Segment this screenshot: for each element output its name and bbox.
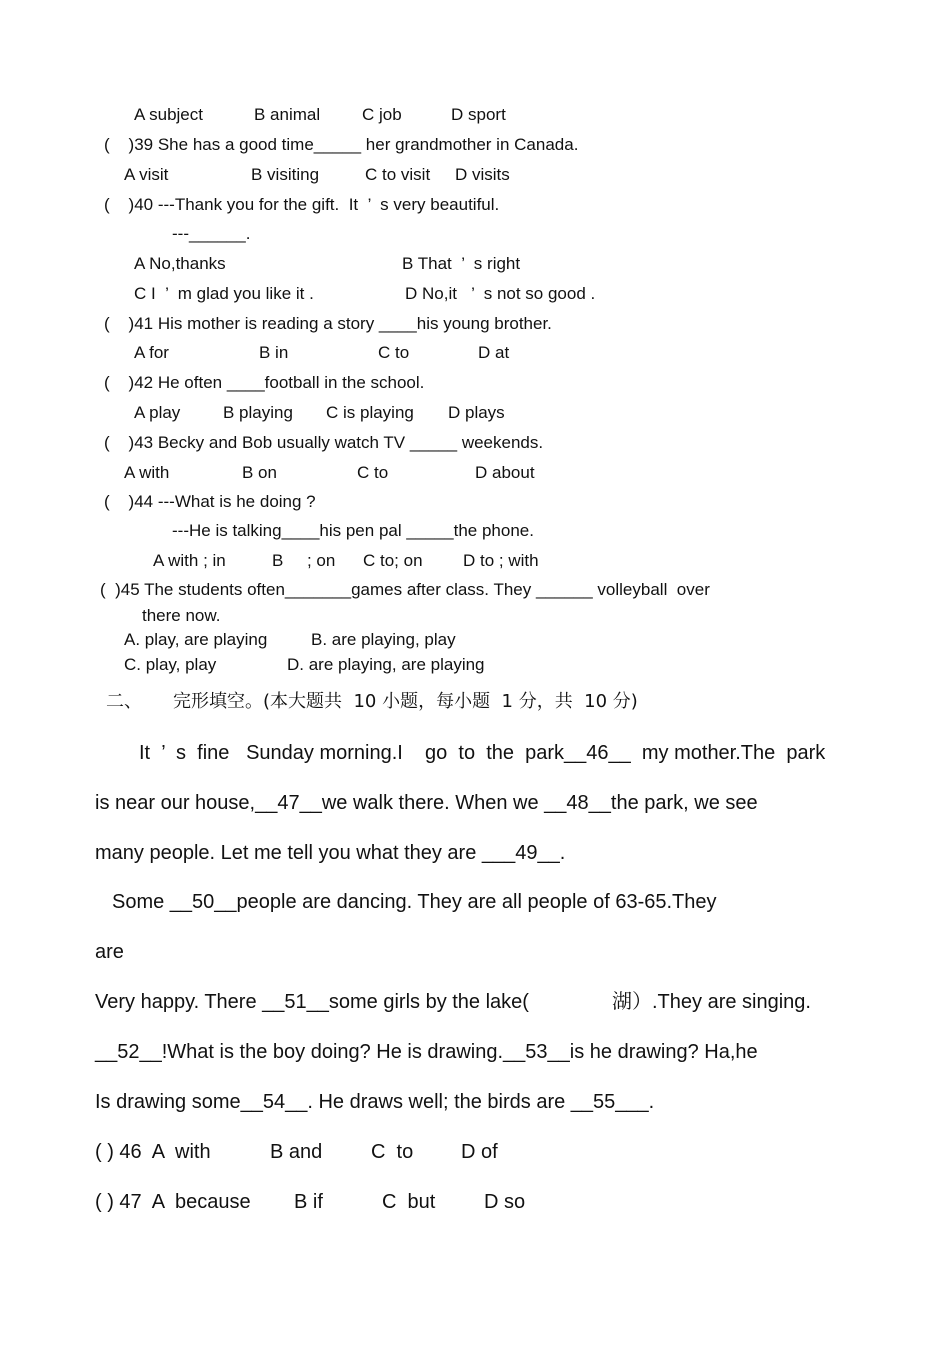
- q42-option-d: D plays: [448, 403, 505, 422]
- q46-option-a: ( ) 46 A with: [95, 1141, 211, 1163]
- q42-stem: ( )42 He often ____football in the school.: [104, 373, 425, 392]
- q46-option-b: B and: [270, 1141, 323, 1163]
- q38-option-c: C job: [362, 105, 402, 124]
- q45-option-a: A. play, are playing: [124, 630, 268, 649]
- section2-number: 二、: [106, 691, 142, 712]
- q45-stem-continued: there now.: [142, 606, 221, 625]
- q44-reply: ---He is talking____his pen pal _____the phone.: [172, 521, 534, 540]
- q45-option-b: B. are playing, play: [311, 630, 456, 649]
- q39-option-a: A visit: [124, 165, 169, 184]
- q45-option-c: C. play, play: [124, 655, 217, 674]
- q44-option-d: D to ; with: [463, 551, 539, 570]
- q40-option-c: C I ’ m glad you like it .: [134, 284, 314, 303]
- q43-option-a: A with: [124, 463, 170, 482]
- q47-option-c: C but: [382, 1191, 436, 1213]
- q41-option-d: D at: [478, 343, 510, 362]
- q45-stem: ( )45 The students often_______games after class. They ______ volleyball over: [100, 580, 710, 599]
- q42-option-a: A play: [134, 403, 181, 422]
- q46-option-c: C to: [371, 1141, 414, 1163]
- q39-option-c: C to visit: [365, 165, 431, 184]
- q38-option-b: B animal: [254, 105, 321, 124]
- passage-line-2: is near our house,__47__we walk there. When we __48__the park, we see: [95, 792, 758, 814]
- q47-option-b: B if: [294, 1191, 323, 1213]
- q40-option-b: B That ’ s right: [402, 254, 521, 273]
- q40-option-a: A No,thanks: [134, 254, 226, 273]
- q44-stem: ( )44 ---What is he doing ?: [104, 492, 316, 511]
- q44-option-a: A with ; in: [153, 551, 226, 570]
- q40-reply: ---______.: [172, 224, 251, 243]
- passage-line-5: are: [95, 941, 124, 963]
- section2-title: 完形填空。(本大题共 10 小题，每小题 1 分，共 10 分): [173, 691, 638, 712]
- q38-option-d: D sport: [451, 105, 506, 124]
- q43-option-c: C to: [357, 463, 389, 482]
- q39-option-b: B visiting: [251, 165, 320, 184]
- q39-stem: ( )39 She has a good time_____ her grandmother in Canada.: [104, 135, 579, 154]
- passage-line-4: Some __50__people are dancing. They are all people of 63-65.They: [112, 891, 717, 913]
- q46-option-d: D of: [461, 1141, 498, 1163]
- q39-option-d: D visits: [455, 165, 510, 184]
- q41-stem: ( )41 His mother is reading a story ____his young brother.: [104, 314, 552, 333]
- q47-option-d: D so: [484, 1191, 526, 1213]
- passage-line-1: It ’ s fine Sunday morning.I go to the park__46__ my mother.The park: [139, 742, 826, 764]
- q44-option-b: B ; on: [272, 551, 336, 570]
- passage-line-8: Is drawing some__54__. He draws well; the birds are __55___.: [95, 1091, 655, 1113]
- q43-option-b: B on: [242, 463, 277, 482]
- q42-option-b: B playing: [223, 403, 293, 422]
- q38-option-a: A subject: [134, 105, 203, 124]
- q40-stem: ( )40 ---Thank you for the gift. It ’ s very beautiful.: [104, 195, 500, 214]
- q41-option-b: B in: [259, 343, 289, 362]
- q43-option-d: D about: [475, 463, 535, 482]
- passage-line-6: Very happy. There __51__some girls by the lake(: [95, 991, 529, 1013]
- q47-option-a: ( ) 47 A because: [95, 1191, 251, 1213]
- q44-option-c: C to; on: [363, 551, 423, 570]
- q45-option-d: D. are playing, are playing: [287, 655, 485, 674]
- passage-line-3: many people. Let me tell you what they are ___49__.: [95, 842, 566, 864]
- q42-option-c: C is playing: [326, 403, 414, 422]
- q41-option-a: A for: [134, 343, 169, 362]
- q43-stem: ( )43 Becky and Bob usually watch TV _____ weekends.: [104, 433, 544, 452]
- passage-lake-chinese: 湖）.They are singing.: [612, 991, 811, 1013]
- passage-line-7: __52__!What is the boy doing? He is drawing.__53__is he drawing? Ha,he: [95, 1041, 758, 1063]
- q40-option-d: D No,it ’ s not so good .: [405, 284, 596, 303]
- q41-option-c: C to: [378, 343, 410, 362]
